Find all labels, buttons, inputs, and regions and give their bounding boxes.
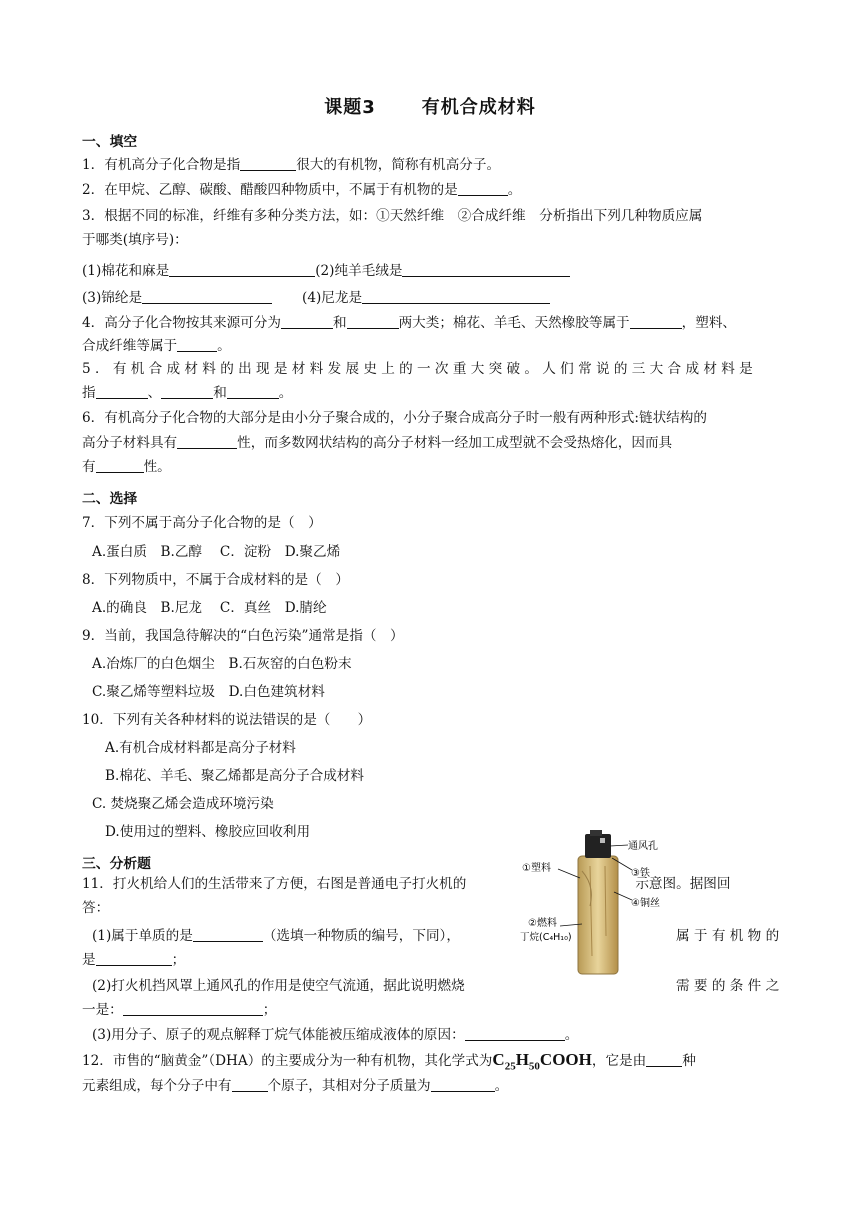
question-3-stem: 3．根据不同的标准，纤维有多种分类方法，如：①天然纤维 ②合成纤维 分析指出下列几种物质应属 xyxy=(82,208,703,224)
question-2: 2．在甲烷、乙醇、碳酸、醋酸四种物质中，不属于有机物的是 。 xyxy=(82,182,522,198)
question-12-cont: 元素组成，每个分子中有 个原子，其相对分子质量为 。 xyxy=(82,1078,509,1094)
question-10-stem: 10．下列有关各种材料的说法错误的是（ ） xyxy=(82,712,372,728)
answer-blank[interactable] xyxy=(177,336,217,352)
section-heading-choice: 二、选择 xyxy=(82,491,138,507)
question-9-options-cd: C.聚乙烯等塑料垃圾 D.白色建筑材料 xyxy=(92,684,325,700)
answer-blank[interactable] xyxy=(281,313,333,329)
question-6: 6．有机高分子化合物的大部分是由小分子聚合成的，小分子聚合成高分子时一般有两种形式:链状结构的 xyxy=(82,410,707,426)
answer-blank[interactable] xyxy=(347,313,399,329)
question-7-options: A.蛋白质 B.乙醇 C．淀粉 D.聚乙烯 xyxy=(92,544,341,560)
answer-blank[interactable] xyxy=(177,433,237,449)
answer-blank[interactable] xyxy=(142,288,272,304)
chemical-formula: $C_{25}H_{50}COOH$ xyxy=(492,1050,592,1073)
answer-blank[interactable] xyxy=(169,261,315,277)
answer-blank[interactable] xyxy=(232,1076,268,1092)
question-5-cont: 指 、 和 。 xyxy=(82,385,293,401)
question-6-cont: 高分子材料具有 性，而多数网状结构的高分子材料一经加工成型就不会受热熔化，因而具 xyxy=(82,435,673,451)
question-3-parts-3-4: (3)锦纶是 (4)尼龙是 xyxy=(82,288,550,308)
section-heading-analysis: 三、分析题 xyxy=(82,856,151,872)
question-11-part-1-right: 属 于 有 机 物 的 xyxy=(676,928,780,944)
answer-blank[interactable] xyxy=(630,313,682,329)
page-title: 课题3 有机合成材料 xyxy=(324,97,536,118)
answer-blank[interactable] xyxy=(362,288,550,304)
answer-blank[interactable] xyxy=(402,261,570,277)
question-11-part-1: (1)属于单质的是 （选填一种物质的编号，下同）， xyxy=(92,928,460,944)
question-10-option-d: D.使用过的塑料、橡胶应回收利用 xyxy=(105,824,311,840)
label-butane: 丁烷(C₄H₁₀) xyxy=(520,932,572,943)
question-8-options: A.的确良 B.尼龙 C．真丝 D.腈纶 xyxy=(92,600,327,616)
question-1: 1．有机高分子化合物是指 很大的有机物，简称有机高分子。 xyxy=(82,157,501,173)
answer-blank[interactable] xyxy=(646,1051,682,1067)
answer-blank[interactable] xyxy=(465,1025,565,1041)
answer-blank[interactable] xyxy=(96,950,172,966)
answer-blank[interactable] xyxy=(96,383,148,399)
lighter-diagram xyxy=(520,826,670,976)
question-11-part-2: (2)打火机挡风罩上通风孔的作用是使空气流通，据此说明燃烧 xyxy=(92,978,465,994)
label-plastic: ①塑料 xyxy=(522,863,551,874)
question-11-part-2-cont: 一是： ； xyxy=(82,1002,277,1018)
question-9-stem: 9．当前，我国急待解决的“白色污染”通常是指（ ） xyxy=(82,628,404,644)
question-3-parts-1-2: (1)棉花和麻是 (2)纯羊毛绒是 xyxy=(82,261,570,281)
question-11-part-3: (3)用分子、原子的观点解释丁烷气体能被压缩成液体的原因： 。 xyxy=(92,1027,579,1043)
question-5: 5．有机合成材料的出现是材料发展史上的一次重大突破。人们常说的三大合成材料是 xyxy=(82,361,758,377)
question-11-stem-cont: 答： xyxy=(82,900,110,916)
question-12: 12．市售的“脑黄金”（DHA）的主要成分为一种有机物，其化学式为$C_{25}H_{50}COOH$，它是由 种 xyxy=(82,1050,696,1073)
question-3-stem-cont: 于哪类(填序号)： xyxy=(82,232,188,248)
label-iron: ③铁 xyxy=(631,868,650,879)
question-10-option-a: A.有机合成材料都是高分子材料 xyxy=(105,740,296,756)
answer-blank[interactable] xyxy=(431,1076,495,1092)
question-4: 4．高分子化合物按其来源可分为 和 两大类；棉花、羊毛、天然橡胶等属于 ，塑料、 xyxy=(82,315,737,331)
answer-blank[interactable] xyxy=(96,457,144,473)
question-11-part-2-right: 需 要 的 条 件 之 xyxy=(676,978,780,994)
label-vent: 通风孔 xyxy=(628,841,658,852)
answer-blank[interactable] xyxy=(123,1000,263,1016)
question-11-stem: 11．打火机给人们的生活带来了方便，右图是普通电子打火机的 示意图。据图回 xyxy=(82,876,731,892)
question-4-cont: 合成纤维等属于 。 xyxy=(82,338,231,354)
question-6-cont-2: 有 性。 xyxy=(82,459,171,475)
question-10-option-b: B.棉花、羊毛、聚乙烯都是高分子合成材料 xyxy=(105,768,364,784)
answer-blank[interactable] xyxy=(193,926,263,942)
section-heading-fill: 一、填空 xyxy=(82,134,138,150)
lighter-cap-shape xyxy=(585,834,611,858)
answer-blank[interactable] xyxy=(458,180,508,196)
answer-blank[interactable] xyxy=(161,383,213,399)
question-8-stem: 8．下列物质中，不属于合成材料的是（ ） xyxy=(82,572,349,588)
question-11-part-1-cont: 是 ； xyxy=(82,952,186,968)
answer-blank[interactable] xyxy=(240,155,296,171)
label-fuel: ②燃料 xyxy=(528,918,557,929)
question-7-stem: 7．下列不属于高分子化合物的是（ ） xyxy=(82,515,322,531)
answer-blank[interactable] xyxy=(227,383,279,399)
question-10-option-c: C. 焚烧聚乙烯会造成环境污染 xyxy=(92,796,274,812)
question-9-options-ab: A.冶炼厂的白色烟尘 B.石灰窑的白色粉末 xyxy=(92,656,352,672)
label-copper: ④铜丝 xyxy=(631,898,660,909)
